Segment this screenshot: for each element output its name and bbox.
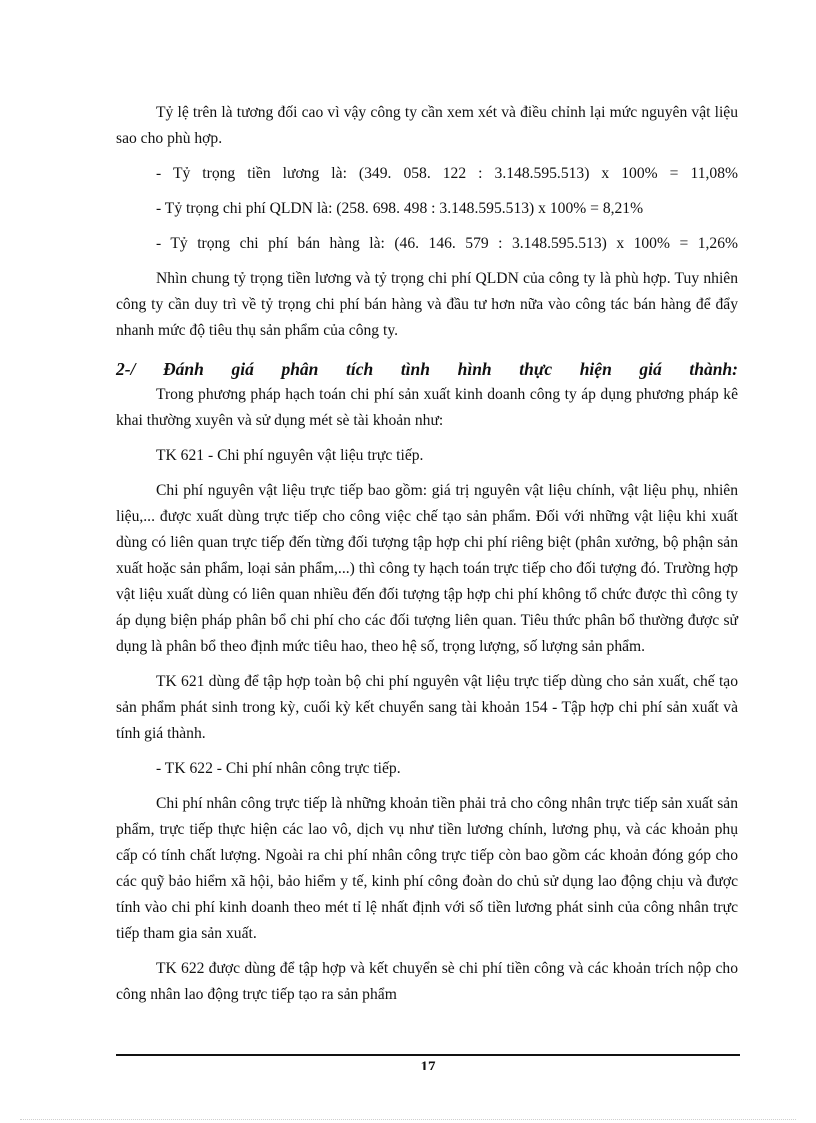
footer-divider: [116, 1054, 740, 1056]
paragraph: Tỷ lệ trên là tương đối cao vì vậy công ty cần xem xét và điều chỉnh lại mức nguyên vật liệu sao cho phù hợp.: [116, 104, 738, 147]
account-title-621: TK 621 - Chi phí nguyên vật liệu trực tiếp.: [156, 447, 424, 464]
paragraph: Nhìn chung tỷ trọng tiền lương và tỷ trọng chi phí QLDN của công ty là phù hợp. Tuy nhiên công ty cần duy trì về tỷ trọng chi phí bán hàng và đầu tư hơn nữa vào công tác bán hàng để đẩy nhanh mức độ tiêu thụ sản phẩm của công ty.: [116, 270, 738, 339]
ratio-line-selling-cost: - Tỷ trọng chi phí bán hàng là: (46. 146. 579 : 3.148.595.513) x 100% = 1,26%: [156, 235, 738, 252]
paragraph: TK 621 dùng để tập hợp toàn bộ chi phí nguyên vật liệu trực tiếp dùng cho sản xuất, chế tạo sản phẩm phát sinh trong kỳ, cuối kỳ kết chuyển sang tài khoản 154 - Tập hợp chi phí sản xuất và tính giá thành.: [116, 673, 738, 742]
paragraph: Chi phí nguyên vật liệu trực tiếp bao gồm: giá trị nguyên vật liệu chính, vật liệu phụ, nhiên liệu,... được xuất dùng trực tiếp cho công việc chế tạo sản phẩm. Đối với những vật liệu khi xuất dùng có liên quan trực tiếp đến từng đối tượng tập hợp chi phí riêng biệt (phân xưởng, bộ phận sản xuất hoặc sản phẩm, loại sản phẩm,...) thì công ty hạch toán trực tiếp cho đối tượng đó. Trường hợp vật liệu xuất dùng có liên quan nhiều đến đối tượng tập hợp chi phí không tổ chức được thì công ty áp dụng biện pháp phân bổ chi phí cho các đối tượng liên quan. Tiêu thức phân bổ thường được sử dụng là phân bổ theo định mức tiêu hao, theo hệ số, trọng lượng, số lượng sản phẩm.: [116, 482, 738, 655]
account-title-622: - TK 622 - Chi phí nhân công trực tiếp.: [156, 760, 401, 777]
paragraph: Chi phí nhân công trực tiếp là những khoản tiền phải trả cho công nhân trực tiếp sản xuất sản phẩm, trực tiếp thực hiện các lao vô, dịch vụ như tiền lương chính, lương phụ, và các khoản phụ cấp có tính chất lượng. Ngoài ra chi phí nhân công trực tiếp còn bao gồm các khoản đóng góp cho các quỹ bảo hiểm xã hội, bảo hiểm y tế, kinh phí công đoàn do chủ sử dụng lao động chịu và được tính vào chi phí kinh doanh theo mét tỉ lệ nhất định với số tiền lương phát sinh của công nhân trực tiếp tham gia sản xuất.: [116, 795, 738, 942]
paragraph: Trong phương pháp hạch toán chi phí sản xuất kinh doanh công ty áp dụng phương pháp kê khai thường xuyên và sử dụng mét sè tài khoản như:: [116, 386, 738, 429]
paragraph: TK 622 được dùng để tập hợp và kết chuyển sè chi phí tiền công và các khoản trích nộp cho công nhân lao động trực tiếp tạo ra sản phẩm: [116, 960, 738, 1003]
page-number: 17: [420, 1059, 436, 1070]
section-heading: 2-/ Đánh giá phân tích tình hình thực hiện giá thành:: [116, 359, 738, 379]
ratio-line-admin-cost: - Tỷ trọng chi phí QLDN là: (258. 698. 498 : 3.148.595.513) x 100% = 8,21%: [156, 200, 644, 217]
page-bottom-edge: [20, 1119, 796, 1120]
page-body: [116, 100, 738, 1017]
ratio-line-salary: - Tỷ trọng tiền lương là: (349. 058. 122 : 3.148.595.513) x 100% = 11,08%: [156, 165, 738, 182]
